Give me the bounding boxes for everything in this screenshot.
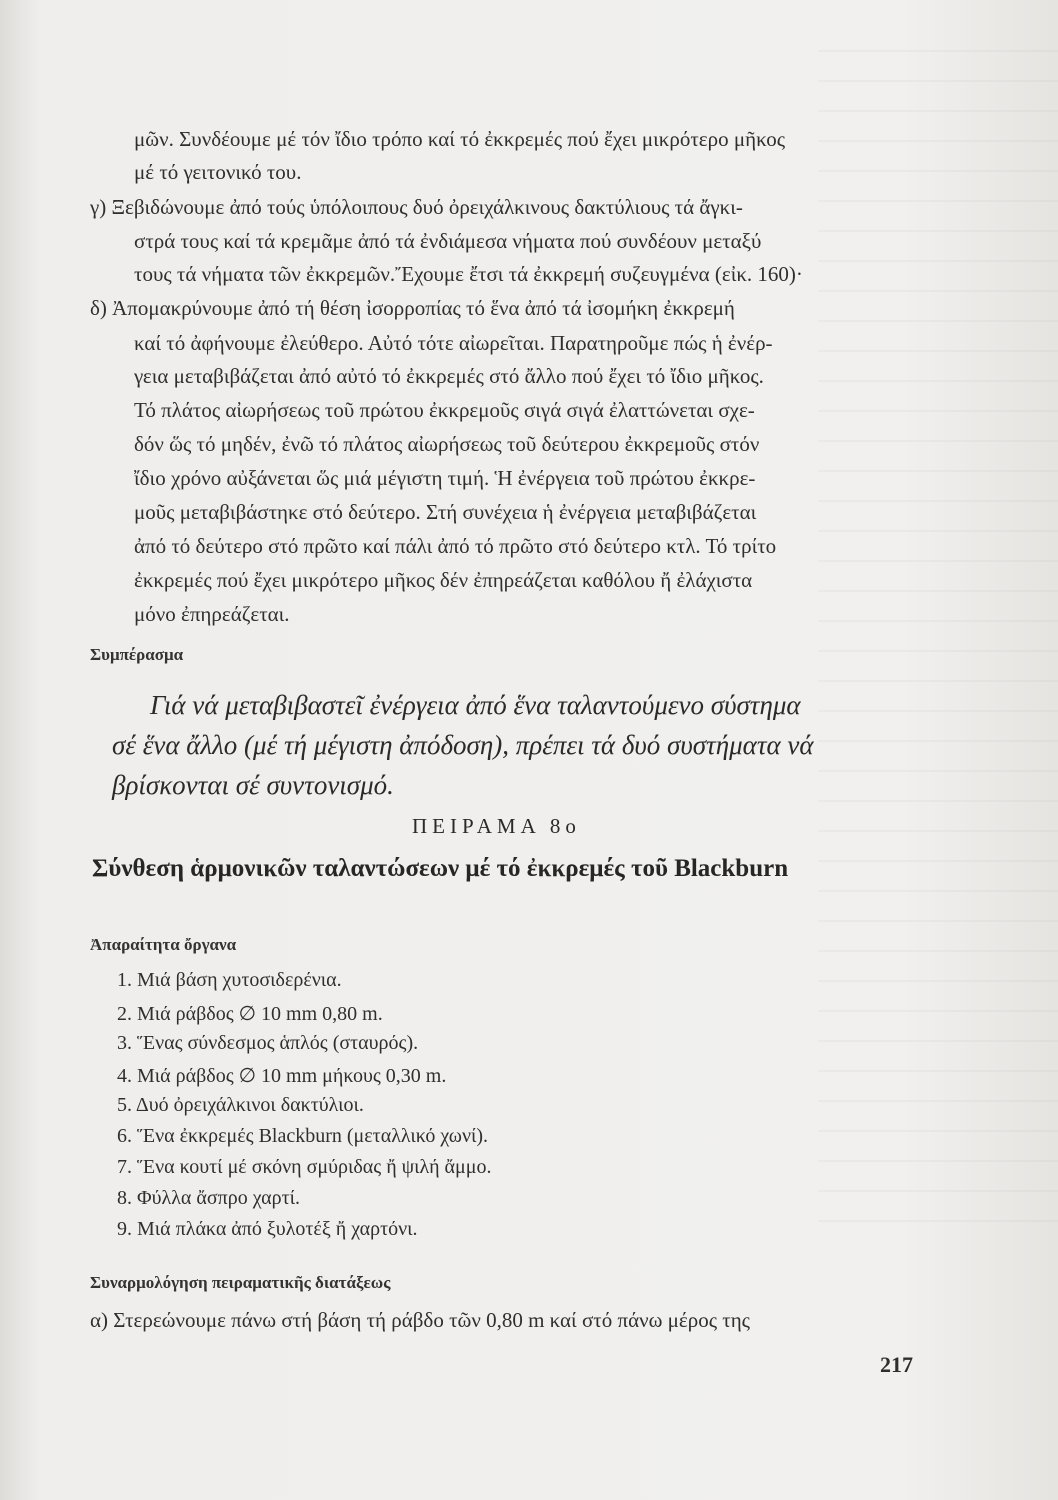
text-line: τους τά νήματα τῶν ἐκκρεμῶν.Ἔχουμε ἔτσι τά ἐκκρεμή συζευγμένα (εἰκ. 160)· (134, 262, 803, 286)
list-item: 7. Ἕνα κουτί μέ σκόνη σμύριδας ἤ ψιλή ἄμμο. (117, 1156, 492, 1178)
bleed-through-shadow (818, 50, 1058, 1250)
text-line: δ) Ἀπομακρύνουμε ἀπό τή θέση ἰσορροπίας τό ἕνα ἀπό τά ἰσομήκη ἐκκρεμή (90, 296, 735, 320)
assembly-heading: Συναρμολόγηση πειραματικῆς διατάξεως (90, 1273, 391, 1292)
list-item: 3. Ἕνας σύνδεσμος ἁπλός (σταυρός). (117, 1032, 419, 1054)
text-line: δόν ὥς τό μηδέν, ἐνῶ τό πλάτος αἰωρήσεως τοῦ δεύτερου ἐκκρεμοῦς στόν (134, 432, 760, 456)
list-item: 8. Φύλλα ἄσπρο χαρτί. (117, 1187, 301, 1209)
conclusion-heading: Συμπέρασμα (90, 645, 184, 664)
page-number: 217 (880, 1352, 913, 1377)
text-line: Τό πλάτος αἰωρήσεως τοῦ πρώτου ἐκκρεμοῦς σιγά σιγά ἐλαττώνεται σχε- (134, 398, 755, 422)
list-item: 9. Μιά πλάκα ἀπό ξυλοτέξ ἤ χαρτόνι. (117, 1218, 418, 1240)
text-line: ἐκκρεμές πού ἔχει μικρότερο μῆκος δέν ἐπηρεάζεται καθόλου ἤ ἐλάχιστα (134, 568, 753, 592)
list-item: 2. Μιά ράβδος ∅ 10 mm 0,80 m. (117, 1003, 383, 1025)
list-item: 4. Μιά ράβδος ∅ 10 mm μήκους 0,30 m. (117, 1065, 447, 1087)
experiment-subtitle: Σύνθεση ἁρμονικῶν ταλαντώσεων μέ τό ἐκκρεμές τοῦ Blackburn (92, 855, 789, 882)
text-line: μόνο ἐπηρεάζεται. (134, 602, 290, 626)
text-line: α) Στερεώνουμε πάνω στή βάση τή ράβδο τῶν 0,80 m καί στό πάνω μέρος της (90, 1308, 751, 1332)
list-item: 5. Δυό ὀρειχάλκινοι δακτύλιοι. (117, 1094, 364, 1116)
list-item: 6. Ἕνα ἐκκρεμές Blackburn (μεταλλικό χωνί). (117, 1125, 489, 1147)
conclusion-line: βρίσκονται σέ συντονισμό. (112, 770, 394, 800)
text-line: γεια μεταβιβάζεται ἀπό αὐτό τό ἐκκρεμές στό ἄλλο πού ἔχει τό ἴδιο μῆκος. (134, 364, 764, 388)
experiment-number-title: ΠΕΙΡΑΜΑ 8ο (412, 814, 581, 838)
text-line: μῶν. Συνδέουμε μέ τόν ἴδιο τρόπο καί τό ἐκκρεμές πού ἔχει μικρότερο μῆκος (134, 127, 786, 151)
text-line: στρά τους καί τά κρεμᾶμε ἀπό τά ἐνδιάμεσα νήματα πού συνδέουν μεταξύ (134, 229, 762, 253)
instruments-heading: Ἀπαραίτητα ὄργανα (90, 935, 237, 954)
conclusion-line: σέ ἕνα ἄλλο (μέ τή μέγιστη ἀπόδοση), πρέπει τά δυό συστήματα νά (112, 730, 814, 760)
text-line: γ) Ξεβιδώνουμε ἀπό τούς ὑπόλοιπους δυό ὀρειχάλκινους δακτύλιους τά ἄγκι- (90, 195, 743, 219)
text-line: ἴδιο χρόνο αὐξάνεται ὥς μιά μέγιστη τιμή. Ἡ ἐνέργεια τοῦ πρώτου ἐκκρε- (134, 466, 756, 490)
text-line: ἀπό τό δεύτερο στό πρῶτο καί πάλι ἀπό τό πρῶτο στό δεύτερο κτλ. Τό τρίτο (134, 534, 777, 558)
conclusion-line: Γιά νά μεταβιβαστεῖ ἐνέργεια ἀπό ἕνα ταλαντούμενο σύστημα (150, 690, 801, 720)
list-item: 1. Μιά βάση χυτοσιδερένια. (117, 969, 342, 991)
text-line: καί τό ἀφήνουμε ἐλεύθερο. Αὐτό τότε αἰωρεῖται. Παρατηροῦμε πώς ἡ ἐνέρ- (134, 331, 773, 355)
text-line: μέ τό γειτονικό του. (134, 160, 302, 184)
text-line: μοῦς μεταβιβάστηκε στό δεύτερο. Στή συνέχεια ἡ ἐνέργεια μεταβιβάζεται (134, 500, 757, 524)
